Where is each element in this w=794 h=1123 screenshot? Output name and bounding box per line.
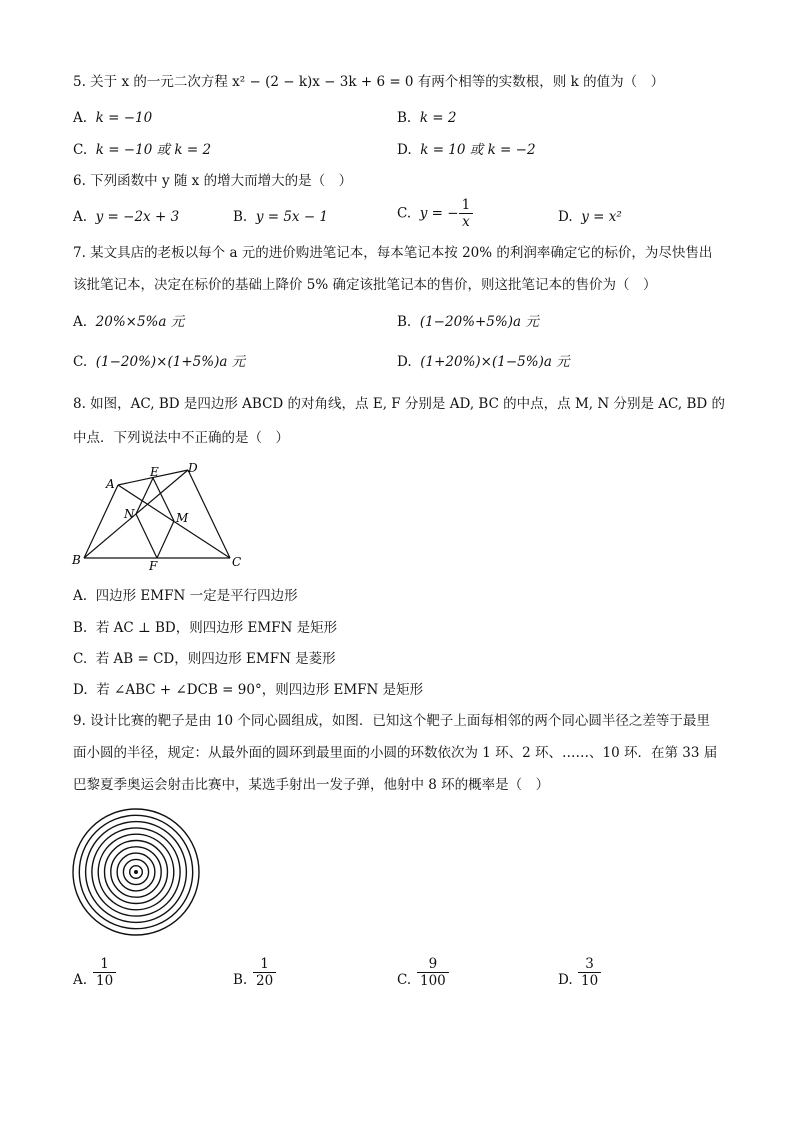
fraction-denominator: 100: [420, 973, 446, 989]
q6-option-d[interactable]: [558, 207, 622, 227]
fraction: [93, 956, 116, 989]
option-label: B.: [233, 972, 248, 988]
fraction-numerator: 3: [578, 956, 601, 973]
q8-option-d[interactable]: [73, 680, 423, 700]
q8-option-a[interactable]: [73, 586, 298, 606]
option-label: A.: [73, 588, 88, 604]
q8-stem-line-2: 中点．下列说法中不正确的是（ ）: [73, 430, 289, 446]
option-label: C.: [397, 972, 412, 988]
option-text: 20%×5%a 元: [95, 314, 185, 330]
concentric-target-figure: [70, 806, 202, 938]
label-b: B: [72, 553, 81, 567]
fraction: [417, 956, 449, 989]
option-label: D.: [397, 354, 412, 370]
fraction-denominator: 10: [96, 973, 114, 989]
option-label: C.: [73, 142, 88, 158]
q9-stem-line-3: 巴黎夏季奥运会射击比赛中，某选手射出一发子弹，他射中 8 环的概率是（ ）: [73, 777, 550, 793]
fraction-numerator: 1: [459, 197, 474, 214]
option-text: k = −10 或 k = 2: [95, 142, 212, 158]
fraction-denominator: 20: [256, 973, 274, 989]
option-label: C.: [73, 651, 88, 667]
quadrilateral-figure: [70, 458, 250, 573]
option-text: k = 2: [419, 110, 457, 126]
q9-stem-line-2: 面小圆的半径，规定：从最外面的圆环到最里面的小圆的环数依次为 1 环、2 环、……、10 环．在第 33 届: [73, 745, 718, 761]
q7-option-a[interactable]: [73, 312, 184, 332]
option-text: y = 5x − 1: [255, 209, 329, 225]
q7-option-c[interactable]: [73, 352, 245, 372]
fraction: [459, 197, 474, 230]
target-center-dot: [134, 870, 138, 874]
fraction-numerator: 1: [93, 956, 116, 973]
option-text: y = −2x + 3: [95, 209, 180, 225]
label-a: A: [106, 477, 115, 491]
option-text: (1+20%)×(1−5%)a 元: [420, 354, 570, 370]
fraction-numerator: 9: [417, 956, 449, 973]
q5-option-b[interactable]: [397, 108, 456, 128]
option-label: A.: [73, 972, 88, 988]
label-n: N: [124, 507, 135, 521]
option-text: 若 AB = CD，则四边形 EMFN 是菱形: [95, 651, 336, 667]
label-f: F: [149, 559, 158, 573]
q6-option-a[interactable]: [73, 207, 179, 227]
option-label: D.: [558, 972, 573, 988]
fraction-numerator: 1: [253, 956, 276, 973]
label-c: C: [232, 555, 242, 569]
q7-option-b[interactable]: [397, 312, 539, 332]
q7-stem-line-1: 7. 某文具店的老板以每个 a 元的进价购进笔记本，每本笔记本按 20% 的利润率确定它的标价，为尽快售出: [73, 245, 713, 261]
fraction: [578, 956, 601, 989]
option-text: k = 10 或 k = −2: [420, 142, 536, 158]
option-label: C.: [73, 354, 88, 370]
option-label: B.: [397, 110, 412, 126]
option-label: B.: [73, 620, 88, 636]
q6-option-c[interactable]: [397, 197, 473, 230]
q6-option-b[interactable]: [233, 207, 328, 227]
fraction: [253, 956, 276, 989]
segment-en: [136, 478, 153, 514]
option-text: (1−20%)×(1+5%)a 元: [95, 354, 246, 370]
label-d: D: [188, 461, 198, 475]
q8-stem-line-1: 8. 如图，AC, BD 是四边形 ABCD 的对角线，点 E, F 分别是 AD, BC 的中点，点 M, N 分别是 AC, BD 的: [73, 396, 725, 412]
option-label: B.: [397, 314, 412, 330]
q5-option-c[interactable]: [73, 140, 211, 160]
option-text: (1−20%+5%)a 元: [419, 314, 539, 330]
option-label: D.: [558, 209, 573, 225]
fraction-denominator: x: [462, 214, 470, 230]
option-text: 四边形 EMFN 一定是平行四边形: [95, 588, 298, 604]
option-label: C.: [397, 205, 412, 222]
q9-stem-line-1: 9. 设计比赛的靶子是由 10 个同心圆组成，如图．已知这个靶子上面每相邻的两个同心圆半径之差等于最里: [73, 713, 710, 729]
segment-ab: [84, 485, 118, 558]
option-label: A.: [73, 314, 88, 330]
option-text: k = −10: [95, 110, 153, 126]
q8-option-c[interactable]: [73, 649, 336, 669]
option-text: y = −: [419, 205, 459, 222]
q6-stem: 6. 下列函数中 y 随 x 的增大而增大的是（ ）: [73, 173, 353, 189]
q5-option-d[interactable]: [397, 140, 536, 160]
option-text: 若 ∠ABC + ∠DCB = 90°，则四边形 EMFN 是矩形: [96, 682, 424, 698]
option-label: A.: [73, 110, 88, 126]
option-label: A.: [73, 209, 88, 225]
q5-option-a[interactable]: [73, 108, 152, 128]
label-m: M: [176, 511, 189, 525]
q5-stem: 5. 关于 x 的一元二次方程 x² − (2 − k)x − 3k + 6 = 0 有两个相等的实数根，则 k 的值为（ ）: [73, 74, 665, 90]
option-text: 若 AC ⊥ BD，则四边形 EMFN 是矩形: [95, 620, 338, 636]
q8-option-b[interactable]: [73, 618, 337, 638]
segment-fm: [157, 521, 174, 558]
segment-fn: [136, 514, 157, 558]
option-label: D.: [73, 682, 88, 698]
option-label: B.: [233, 209, 248, 225]
option-text: y = x²: [581, 209, 622, 225]
q7-stem-line-2: 该批笔记本，决定在标价的基础上降价 5% 确定该批笔记本的售价，则这批笔记本的售价为（ ）: [73, 277, 657, 293]
option-label: D.: [397, 142, 412, 158]
label-e: E: [150, 465, 159, 479]
fraction-denominator: 10: [581, 973, 599, 989]
q7-option-d[interactable]: [397, 352, 570, 372]
